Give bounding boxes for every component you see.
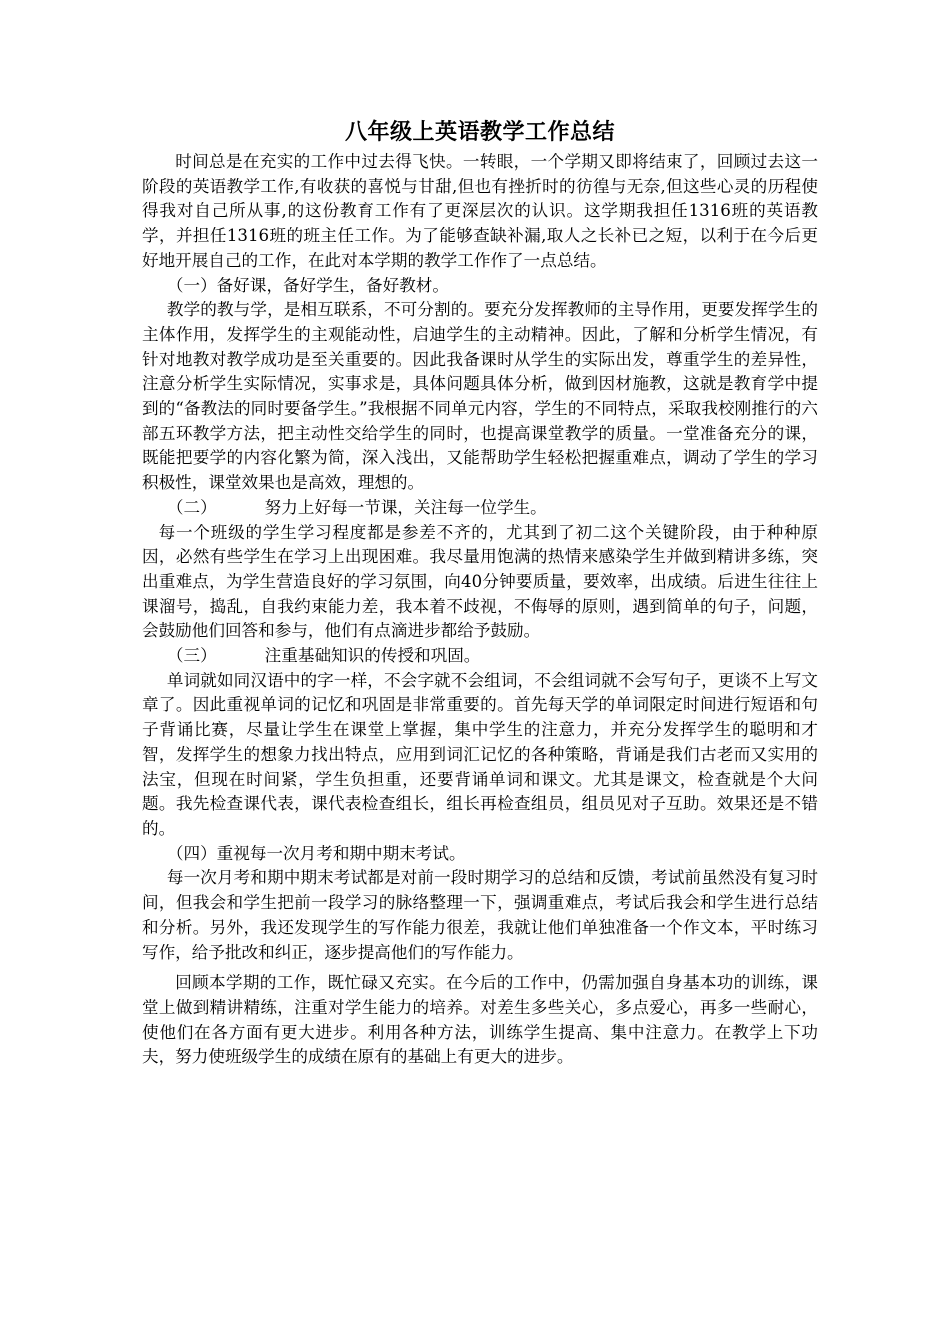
document-page bbox=[142, 118, 818, 1070]
section-number: （二） bbox=[166, 497, 217, 517]
section-heading-3 bbox=[142, 644, 818, 669]
section-heading-text: 努力上好每一节课，关注每一位学生。 bbox=[264, 497, 547, 517]
section-heading-text: 重视每一次月考和期中期末考试。 bbox=[216, 843, 466, 863]
section-heading-text: 备好课，备好学生，备好教材。 bbox=[216, 275, 449, 295]
section-heading-4 bbox=[142, 842, 818, 867]
section-number: （一） bbox=[166, 275, 217, 295]
section-body-4: 每一次月考和期中期末考试都是对前一段时期学习的总结和反馈，考试前虽然没有复习时间，但我会和学生把前一段学习的脉络整理一下，强调重难点，考试后我会和学生进行总结和分析。另外，我还发现学生的写作能力很差，我就让他们单独准备一个作文本，平时练习写作，给予批改和纠正，逐步提高他们的写作能力。 bbox=[142, 868, 818, 962]
conclusion-paragraph: 回顾本学期的工作，既忙碌又充实。在今后的工作中，仍需加强自身基本功的训练，课堂上做到精讲精练，注重对学生能力的培养。对差生多些关心，多点爱心，再多一些耐心，使他们在各方面有更大进步。利用各种方法，训练学生提高、集中注意力。在教学上下功夫，努力使班级学生的成绩在原有的基础上有更大的进步。 bbox=[142, 973, 818, 1067]
section-body-1: 教学的教与学，是相互联系，不可分割的。要充分发挥教师的主导作用，更要发挥学生的主体作用，发挥学生的主观能动性，启迪学生的主动精神。因此，了解和分析学生情况，有针对地教对教学成功是至关重要的。因此我备课时从学生的实际出发，尊重学生的差异性，注意分析学生实际情况，实事求是，具体问题具体分析，做到因材施教，这就是教育学中提到的“备教法的同时要备学生。”我根据不同单元内容，学生的不同特点，采取我校刚推行的六部五环教学方法，把主动性交给学生的同时，也提高课堂教学的质量。一堂准备充分的课，既能把要学的内容化繁为简，深入浅出，又能帮助学生轻松把握重难点，调动了学生的学习积极性，课堂效果也是高效，理想的。 bbox=[142, 300, 818, 493]
section-body-3: 单词就如同汉语中的字一样，不会字就不会组词，不会组词就不会写句子，更谈不上写文章了。因此重视单词的记忆和巩固是非常重要的。首先每天学的单词限定时间进行短语和句子背诵比赛，尽量让学生在课堂上掌握，集中学生的注意力，并充分发挥学生的聪明和才智，发挥学生的想象力找出特点，应用到词汇记忆的各种策略，背诵是我们古老而又实用的法宝，但现在时间紧，学生负担重，还要背诵单词和课文。尤其是课文，检查就是个大问题。我先检查课代表，课代表检查组长，组长再检查组员，组员见对子互助。效果还是不错的。 bbox=[142, 670, 818, 838]
intro-paragraph: 时间总是在充实的工作中过去得飞快。一转眼，一个学期又即将结束了，回顾过去这一阶段的英语教学工作,有收获的喜悦与甘甜,但也有挫折时的彷徨与无奈,但这些心灵的历程使得我对自己所从事,的这份教育工作有了更深层次的认识。这学期我担任1316班的英语教学，并担任1316班的班主任工作。为了能够查缺补漏,取人之长补已之短，以利于在今后更好地开展自己的工作，在此对本学期的教学工作作了一点总结。 bbox=[142, 152, 818, 270]
section-number: （四） bbox=[166, 843, 217, 863]
section-heading-1 bbox=[142, 274, 818, 299]
document-title: 八年级上英语教学工作总结 bbox=[344, 120, 615, 145]
section-heading-text: 注重基础知识的传授和巩固。 bbox=[264, 646, 481, 666]
section-body-2: 每一个班级的学生学习程度都是参差不齐的，尤其到了初二这个关键阶段，由于种种原因，必然有些学生在学习上出现困难。我尽量用饱满的热情来感染学生并做到精讲多练，突出重难点，为学生营造良好的学习氛围，向40分钟要质量，要效率，出成绩。后进生往往上课溜号，捣乱，自我约束能力差，我本着不歧视，不侮辱的原则，遇到简单的句子，问题，会鼓励他们回答和参与，他们有点滴进步都给予鼓励。 bbox=[142, 522, 818, 641]
section-number: （三） bbox=[166, 646, 217, 666]
section-heading-2 bbox=[142, 496, 818, 521]
